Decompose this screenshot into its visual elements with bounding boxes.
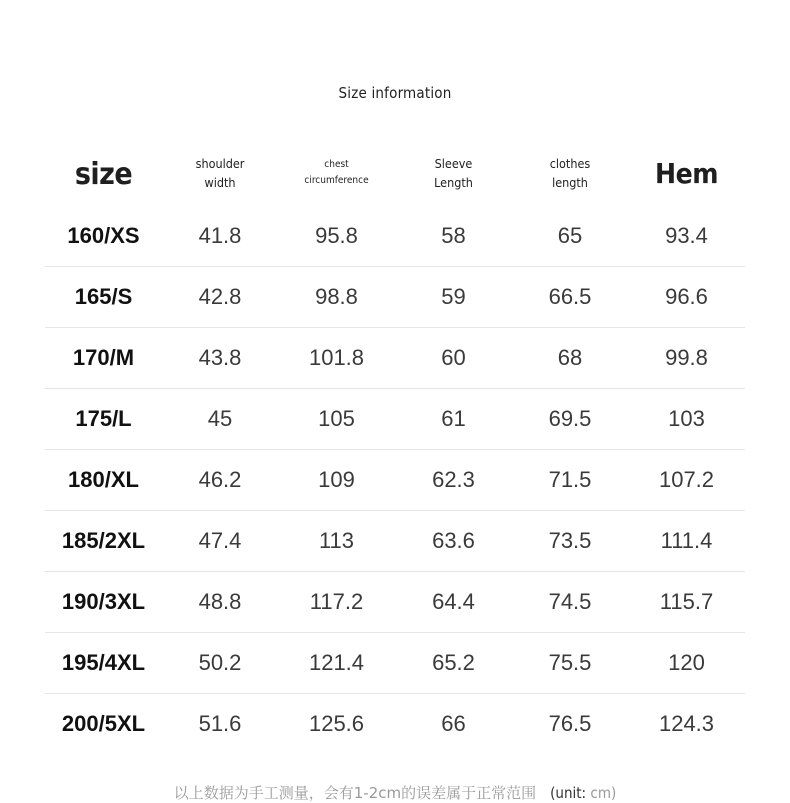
cell-chest: 98.8 [278, 267, 395, 328]
cell-shoulder: 46.2 [162, 450, 278, 511]
table-row [45, 389, 745, 450]
cell-shoulder: 45 [162, 389, 278, 450]
header-shoulder-line-2: width [204, 175, 236, 190]
cell-sleeve: 60 [395, 328, 512, 389]
header-sleeve-line-2: Length [434, 175, 473, 190]
cell-shoulder: 51.6 [198, 711, 242, 736]
cell-sleeve: 58 [395, 206, 512, 267]
cell-hem: 124.3 [658, 711, 715, 736]
header-chest-line-2: circumference [304, 175, 369, 186]
cell-chest: 113 [278, 511, 395, 572]
cell-shoulder: 41.8 [162, 206, 278, 267]
cell-clothes: 71.5 [512, 450, 628, 511]
header-clothes-line-2: length [552, 175, 588, 190]
header-clothes-length [512, 140, 628, 206]
cell-hem: 103 [628, 389, 745, 450]
cell-shoulder: 43.8 [162, 328, 278, 389]
cell-size: 185/2XL [45, 511, 162, 572]
header-clothes-line-1: clothes [549, 156, 591, 171]
cell-shoulder: 48.8 [162, 572, 278, 633]
cell-chest: 125.6 [308, 711, 365, 736]
table-row [45, 206, 745, 267]
table-row [45, 450, 745, 511]
measurement-note [0, 782, 790, 803]
header-sleeve-length [395, 140, 512, 206]
cell-sleeve: 59 [395, 267, 512, 328]
cell-chest: 101.8 [278, 328, 395, 389]
header-size: size [74, 156, 133, 192]
cell-sleeve: 66 [441, 711, 466, 736]
cell-chest: 95.8 [278, 206, 395, 267]
cell-shoulder: 50.2 [162, 633, 278, 694]
cell-clothes: 69.5 [512, 389, 628, 450]
cell-chest: 117.2 [278, 572, 395, 633]
cell-hem: 96.6 [628, 267, 745, 328]
cell-clothes: 66.5 [512, 267, 628, 328]
unit-value: cm) [586, 784, 617, 802]
cell-sleeve: 62.3 [395, 450, 512, 511]
table-row [45, 267, 745, 328]
cell-clothes: 73.5 [512, 511, 628, 572]
table-row [45, 511, 745, 572]
size-table [45, 140, 745, 754]
unit-label [550, 784, 616, 802]
cell-hem: 93.4 [628, 206, 745, 267]
cell-chest: 105 [278, 389, 395, 450]
cell-size: 200/5XL [61, 711, 146, 736]
cell-clothes: 74.5 [512, 572, 628, 633]
cell-size: 165/S [45, 267, 162, 328]
table-row [45, 694, 745, 755]
cell-size: 160/XS [45, 206, 162, 267]
cell-hem: 120 [628, 633, 745, 694]
header-chest-circumference [278, 140, 395, 206]
table-row [45, 328, 745, 389]
cell-clothes: 68 [512, 328, 628, 389]
cell-chest: 109 [278, 450, 395, 511]
cell-size: 180/XL [45, 450, 162, 511]
table-header-row [45, 140, 745, 206]
cell-sleeve: 63.6 [395, 511, 512, 572]
table-row [45, 572, 745, 633]
cell-sleeve: 61 [395, 389, 512, 450]
header-chest-line-1: chest [324, 159, 349, 170]
cell-size: 195/4XL [45, 633, 162, 694]
header-shoulder-line-1: shoulder [195, 156, 245, 171]
cell-sleeve: 64.4 [395, 572, 512, 633]
cell-clothes: 76.5 [548, 711, 592, 736]
header-hem: Hem [655, 156, 718, 190]
cell-clothes: 75.5 [512, 633, 628, 694]
unit-label-text: (unit: [550, 784, 587, 802]
cell-hem: 99.8 [628, 328, 745, 389]
cell-sleeve: 65.2 [395, 633, 512, 694]
page-title: Size information [338, 84, 452, 102]
cell-size: 170/M [45, 328, 162, 389]
header-shoulder-width [162, 140, 278, 206]
cell-shoulder: 47.4 [162, 511, 278, 572]
header-sleeve-line-1: Sleeve [434, 156, 473, 171]
cell-hem: 115.7 [628, 572, 745, 633]
cell-hem: 111.4 [628, 511, 745, 572]
table-row [45, 633, 745, 694]
cell-size: 190/3XL [45, 572, 162, 633]
cell-shoulder: 42.8 [162, 267, 278, 328]
cell-clothes: 65 [512, 206, 628, 267]
cell-size: 175/L [45, 389, 162, 450]
cell-hem: 107.2 [628, 450, 745, 511]
cell-chest: 121.4 [278, 633, 395, 694]
measurement-note-text: 以上数据为手工测量，会有1-2cm的误差属于正常范围 [173, 784, 537, 802]
